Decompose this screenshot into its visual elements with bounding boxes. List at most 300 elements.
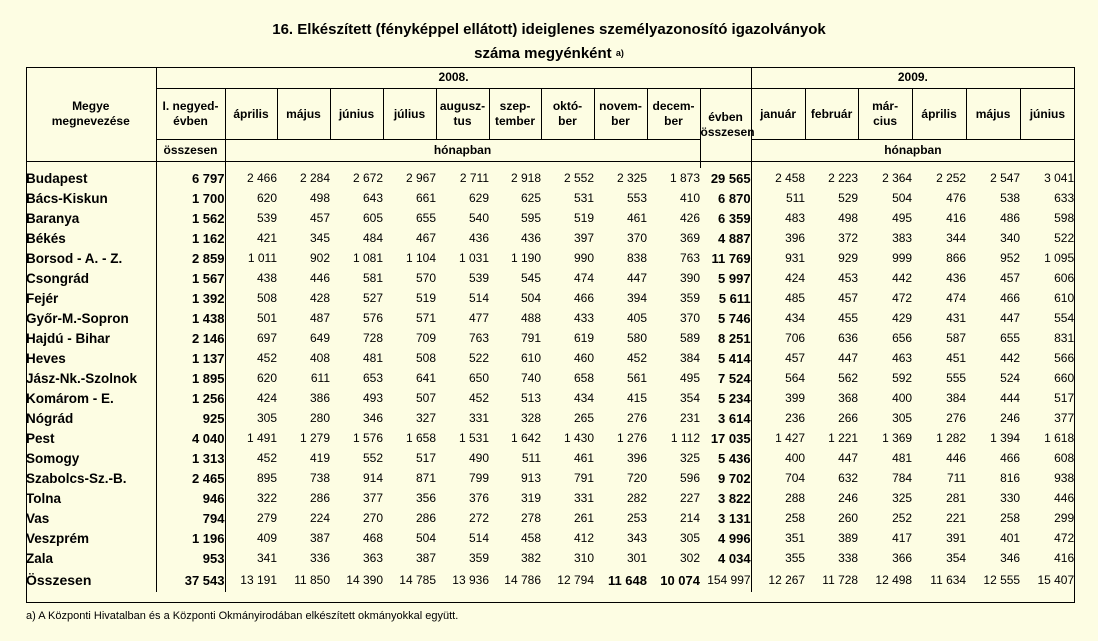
month-2008-cell: 791 [573,471,594,485]
month-2008-cell: 2 672 [352,171,383,185]
header-month-2008: április [225,89,277,140]
table-header [26,67,1074,162]
month-2008-cell: 519 [415,291,436,305]
month-2008-cell: 620 [256,191,277,205]
month-2009-cell: 538 [1000,191,1021,205]
header-month-2009: január [751,89,805,140]
month-2008-cell: 589 [679,331,700,345]
year-sum-cell: 6 359 [700,208,751,228]
month-2009-cell: 481 [892,451,913,465]
month-2009-cell: 447 [838,451,859,465]
month-2009-cell: 276 [946,411,967,425]
county-name: Pest [26,428,156,448]
month-2008-cell: 280 [309,411,330,425]
month-2008-cell: 697 [256,331,277,345]
month-2009-cell: 399 [785,391,806,405]
month-2009-cell: 288 [785,491,806,505]
month-2009-cell: 346 [1000,551,1021,565]
county-name: Tolna [26,488,156,508]
table-row [26,508,1074,528]
county-name: Bács-Kiskun [26,188,156,208]
data-table [26,67,1074,592]
q1-total-cell: 953 [156,548,225,568]
month-2009-cell: 1 394 [990,431,1021,445]
month-2009-cell: 396 [785,231,806,245]
month-2009-cell: 938 [1054,471,1075,485]
month-2009-cell: 11 634 [930,573,967,587]
month-2008-cell: 302 [679,551,700,565]
q1-total-cell: 1 196 [156,528,225,548]
county-name: Budapest [26,168,156,188]
q1-total-cell: 4 040 [156,428,225,448]
month-2009-cell: 587 [946,331,967,345]
month-2008-cell: 10 074 [660,572,700,588]
q1-total-cell: 1 562 [156,208,225,228]
month-2008-cell: 261 [573,511,594,525]
month-2008-cell: 336 [309,551,330,565]
q1-total-cell: 1 895 [156,368,225,388]
month-2008-cell: 466 [573,291,594,305]
table-row [26,208,1074,228]
month-2008-cell: 504 [520,291,541,305]
month-2009-cell: 524 [1000,371,1021,385]
month-2008-cell: 2 711 [459,171,489,185]
county-name: Nógrád [26,408,156,428]
month-2009-cell: 472 [892,291,913,305]
month-2008-cell: 419 [309,451,330,465]
county-name: Jász-Nk.-Szolnok [26,368,156,388]
month-2008-cell: 1 642 [510,431,541,445]
year-sum-cell: 6 870 [700,188,751,208]
month-2008-cell: 438 [256,271,277,285]
month-2008-cell: 1 658 [405,431,436,445]
month-2008-cell: 620 [256,371,277,385]
month-2009-cell: 474 [946,291,967,305]
month-2009-cell: 610 [1054,291,1075,305]
year-sum-cell: 11 769 [700,248,751,268]
q1-total-cell: 1 137 [156,348,225,368]
month-2008-cell: 461 [573,451,594,465]
month-2009-cell: 417 [892,531,913,545]
month-2009-cell: 608 [1054,451,1075,465]
month-2008-cell: 545 [520,271,541,285]
month-2008-cell: 1 112 [670,431,700,445]
header-month-2008: novem- ber [594,89,647,140]
month-2008-cell: 709 [415,331,436,345]
header-month-2008: októ- ber [541,89,594,140]
month-2009-cell: 266 [838,411,859,425]
month-2008-cell: 214 [679,511,700,525]
month-2008-cell: 570 [415,271,436,285]
county-name: Csongrád [26,268,156,288]
month-2008-cell: 611 [310,371,330,385]
month-2008-cell: 305 [256,411,277,425]
month-2008-cell: 376 [468,491,489,505]
month-2009-cell: 355 [785,551,806,565]
header-month-2008: augusz- tus [436,89,489,140]
month-2008-cell: 2 325 [616,171,647,185]
month-2008-cell: 990 [573,251,594,265]
table-row [26,388,1074,408]
month-2008-cell: 387 [309,531,330,545]
header-month-2009: február [805,89,858,140]
month-2008-cell: 498 [309,191,330,205]
q1-total-cell: 925 [156,408,225,428]
month-2008-cell: 452 [468,391,489,405]
month-2008-cell: 270 [362,511,383,525]
county-name: Heves [26,348,156,368]
month-2009-cell: 1 221 [828,431,859,445]
month-2008-cell: 474 [573,271,594,285]
header-month-2009: már- cius [858,89,912,140]
month-2009-cell: 354 [946,551,967,565]
month-2008-cell: 253 [626,511,647,525]
month-2008-cell: 377 [362,491,383,505]
month-2008-cell: 363 [362,551,383,565]
header-year-2008: 2008. [156,67,751,89]
month-2009-cell: 446 [1054,491,1075,505]
county-name: Szabolcs-Sz.-B. [26,468,156,488]
title-line-2-text: száma megyénként [474,45,612,62]
month-2008-cell: 508 [415,351,436,365]
month-2009-cell: 12 498 [875,573,913,587]
month-2008-cell: 595 [520,211,541,225]
month-2008-cell: 331 [468,411,489,425]
table-row [26,368,1074,388]
month-2008-cell: 14 785 [399,573,436,587]
year-sum-cell: 154 997 [700,568,751,592]
month-2008-cell: 576 [362,311,383,325]
month-2008-cell: 1 276 [616,431,647,445]
month-2009-cell: 400 [785,451,806,465]
month-2008-cell: 467 [415,231,436,245]
header-unit-2009: hónapban [751,140,1074,162]
table-row [26,408,1074,428]
month-2009-cell: 372 [838,231,859,245]
month-2008-cell: 2 284 [299,171,330,185]
month-2009-cell: 221 [946,511,967,525]
month-2009-cell: 453 [838,271,859,285]
month-2009-cell: 655 [1000,331,1021,345]
month-2008-cell: 369 [679,231,700,245]
month-2008-cell: 531 [573,191,594,205]
header-year-sum: évben összesen [700,89,751,162]
month-2008-cell: 452 [256,451,277,465]
month-2008-cell: 913 [520,471,541,485]
month-2009-cell: 816 [1000,471,1021,485]
county-name: Baranya [26,208,156,228]
year-sum-cell: 5 746 [700,308,751,328]
year-sum-cell: 5 611 [700,288,751,308]
month-2009-cell: 383 [892,231,913,245]
month-2008-cell: 477 [468,311,489,325]
county-name: Somogy [26,448,156,468]
year-sum-cell: 29 565 [700,168,751,188]
month-2008-cell: 571 [415,311,436,325]
table-row [26,428,1074,448]
month-2008-cell: 415 [626,391,647,405]
month-2008-cell: 511 [521,451,541,465]
month-2008-cell: 447 [626,271,647,285]
month-2009-cell: 2 364 [882,171,913,185]
header-megye-label: Megye megnevezése [51,99,130,128]
month-2008-cell: 397 [573,231,594,245]
month-2008-cell: 481 [362,351,383,365]
month-2008-cell: 396 [626,451,647,465]
table-row [26,548,1074,568]
month-2008-cell: 580 [626,331,647,345]
county-name: Vas [26,508,156,528]
month-2008-cell: 1 031 [458,251,489,265]
month-2008-cell: 581 [362,271,383,285]
month-2008-cell: 433 [573,311,594,325]
month-2008-cell: 2 918 [510,171,541,185]
month-2008-cell: 386 [309,391,330,405]
year-sum-cell: 3 614 [700,408,751,428]
month-2008-cell: 2 552 [563,171,594,185]
county-name: Békés [26,228,156,248]
county-name: Zala [26,548,156,568]
month-2008-cell: 452 [256,351,277,365]
month-2008-cell: 484 [362,231,383,245]
month-2008-cell: 625 [520,191,541,205]
table-title [0,18,1098,66]
month-2008-cell: 561 [626,371,647,385]
q1-total-cell: 794 [156,508,225,528]
month-2009-cell: 281 [946,491,967,505]
q1-total-cell: 1 700 [156,188,225,208]
month-2008-cell: 434 [573,391,594,405]
month-2009-cell: 472 [1054,531,1075,545]
month-2008-cell: 495 [679,371,700,385]
month-2009-cell: 431 [946,311,967,325]
month-2009-cell: 344 [946,231,967,245]
year-sum-cell: 4 034 [700,548,751,568]
month-2008-cell: 231 [679,411,700,425]
month-2009-cell: 12 267 [768,573,806,587]
month-2008-cell: 286 [309,491,330,505]
month-2008-cell: 2 466 [246,171,277,185]
month-2008-cell: 629 [468,191,489,205]
month-2009-cell: 555 [946,371,967,385]
month-2008-cell: 405 [626,311,647,325]
month-2008-cell: 527 [362,291,383,305]
month-2009-cell: 384 [946,391,967,405]
month-2009-cell: 11 728 [822,573,859,587]
month-2009-cell: 246 [838,491,859,505]
month-2009-cell: 504 [892,191,913,205]
header-month-2008: július [383,89,436,140]
title-footnote-mark: a) [615,48,624,58]
month-2009-cell: 463 [892,351,913,365]
month-2008-cell: 426 [679,211,700,225]
month-2009-cell: 305 [892,411,913,425]
month-2008-cell: 446 [309,271,330,285]
month-2008-cell: 1 190 [510,251,541,265]
month-2009-cell: 485 [785,291,806,305]
header-q1-unit: összesen [156,140,225,162]
month-2009-cell: 391 [946,531,967,545]
month-2009-cell: 476 [946,191,967,205]
header-month-2009: június [1029,106,1066,121]
month-2008-cell: 895 [256,471,277,485]
month-2009-cell: 2 458 [775,171,806,185]
month-2009-cell: 351 [785,531,806,545]
month-2008-cell: 513 [520,391,541,405]
q1-total-cell: 1 162 [156,228,225,248]
q1-total-cell: 37 543 [156,568,225,592]
month-2009-cell: 366 [892,551,913,565]
month-2008-cell: 649 [309,331,330,345]
header-unit-2008: hónapban [225,140,700,162]
q1-total-cell: 1 567 [156,268,225,288]
month-2008-cell: 460 [573,351,594,365]
month-2008-cell: 658 [573,371,594,385]
month-2009-cell: 258 [1000,511,1021,525]
month-2009-cell: 447 [1000,311,1021,325]
month-2009-cell: 457 [1000,271,1021,285]
month-2008-cell: 539 [468,271,489,285]
header-q1-line1: I. negyed- [162,99,219,113]
q1-total-cell: 1 438 [156,308,225,328]
month-2008-cell: 13 936 [452,573,489,587]
month-2009-cell: 511 [785,191,806,205]
month-2009-cell: 446 [946,451,967,465]
month-2009-cell: 566 [1054,351,1075,365]
month-2008-cell: 11 648 [607,572,647,588]
month-2009-cell: 931 [785,251,806,265]
month-2008-cell: 596 [679,471,700,485]
month-2009-cell: 466 [1000,451,1021,465]
month-2009-cell: 929 [838,251,859,265]
month-2008-cell: 286 [415,511,436,525]
month-2009-cell: 562 [838,371,859,385]
month-2008-cell: 384 [679,351,700,365]
month-2008-cell: 457 [309,211,330,225]
month-2008-cell: 504 [415,531,436,545]
month-2008-cell: 272 [468,511,489,525]
month-2009-cell: 260 [838,511,859,525]
table-row [26,268,1074,288]
header-month-2008: május [277,89,330,140]
table-row [26,288,1074,308]
month-2008-cell: 728 [362,331,383,345]
month-2009-cell: 12 555 [983,573,1021,587]
q1-total-cell: 946 [156,488,225,508]
month-2009-cell: 436 [946,271,967,285]
year-sum-cell: 8 251 [700,328,751,348]
header-q1-line2: évben [173,114,208,128]
month-2009-cell: 1 095 [1044,251,1075,265]
month-2008-cell: 1 011 [247,251,277,265]
month-2009-cell: 455 [838,311,859,325]
table-row [26,468,1074,488]
month-2008-cell: 282 [626,491,647,505]
month-2009-cell: 400 [892,391,913,405]
month-2008-cell: 763 [679,251,700,265]
month-2009-cell: 338 [838,551,859,565]
table-row [26,348,1074,368]
year-sum-cell: 5 414 [700,348,751,368]
q1-total-cell: 6 797 [156,168,225,188]
month-2009-cell: 498 [838,211,859,225]
month-2008-cell: 1 081 [352,251,383,265]
month-2008-cell: 305 [679,531,700,545]
month-2009-cell: 2 547 [990,171,1021,185]
month-2009-cell: 416 [1054,551,1075,565]
month-2008-cell: 661 [415,191,436,205]
table-row [26,488,1074,508]
month-2008-cell: 327 [415,411,436,425]
month-2008-cell: 310 [573,551,594,565]
year-sum-cell: 4 887 [700,228,751,248]
month-2009-cell: 3 041 [1044,171,1075,185]
month-2009-cell: 529 [838,191,859,205]
month-2009-cell: 447 [838,351,859,365]
month-2008-cell: 14 390 [346,573,383,587]
header-year-2009: 2009. [751,67,1074,89]
month-2008-cell: 436 [520,231,541,245]
month-2009-cell: 633 [1054,191,1075,205]
month-2008-cell: 279 [256,511,277,525]
month-2008-cell: 522 [468,351,489,365]
month-2009-cell: 434 [785,311,806,325]
month-2008-cell: 1 104 [405,251,436,265]
table-row [26,448,1074,468]
month-2008-cell: 346 [362,411,383,425]
month-2009-cell: 457 [838,291,859,305]
month-2009-cell: 330 [1000,491,1021,505]
county-name: Hajdú - Bihar [26,328,156,348]
month-2008-cell: 650 [468,371,489,385]
month-2008-cell: 319 [520,491,541,505]
month-2009-cell: 660 [1054,371,1075,385]
year-sum-cell: 4 996 [700,528,751,548]
q1-total-cell: 2 859 [156,248,225,268]
month-2008-cell: 838 [626,251,647,265]
title-line-1: 16. Elkészített (fényképpel ellátott) ideiglenes személyazonosító igazolványok [272,21,826,38]
table-row [26,328,1074,348]
month-2008-cell: 382 [520,551,541,565]
month-2009-cell: 1 369 [882,431,913,445]
month-2009-cell: 632 [838,471,859,485]
year-sum-cell: 3 822 [700,488,751,508]
month-2008-cell: 490 [468,451,489,465]
month-2008-cell: 387 [415,551,436,565]
month-2009-cell: 252 [892,511,913,525]
header-megye [26,67,156,162]
month-2009-cell: 1 427 [775,431,806,445]
month-2008-cell: 359 [679,291,700,305]
month-2009-cell: 554 [1054,311,1075,325]
header-month-2008: szep- tember [489,89,541,140]
month-2008-cell: 514 [468,291,489,305]
county-name: Győr-M.-Sopron [26,308,156,328]
month-2008-cell: 412 [573,531,594,545]
year-sum-cell: 3 131 [700,508,751,528]
month-2008-cell: 540 [468,211,489,225]
month-2009-cell: 606 [1054,271,1075,285]
month-2008-cell: 452 [626,351,647,365]
month-2008-cell: 1 531 [458,431,489,445]
month-2009-cell: 704 [785,471,806,485]
month-2008-cell: 278 [520,511,541,525]
county-name: Veszprém [26,528,156,548]
year-sum-cell: 9 702 [700,468,751,488]
q1-total-cell: 1 392 [156,288,225,308]
month-2008-cell: 508 [256,291,277,305]
table-body [26,162,1074,593]
